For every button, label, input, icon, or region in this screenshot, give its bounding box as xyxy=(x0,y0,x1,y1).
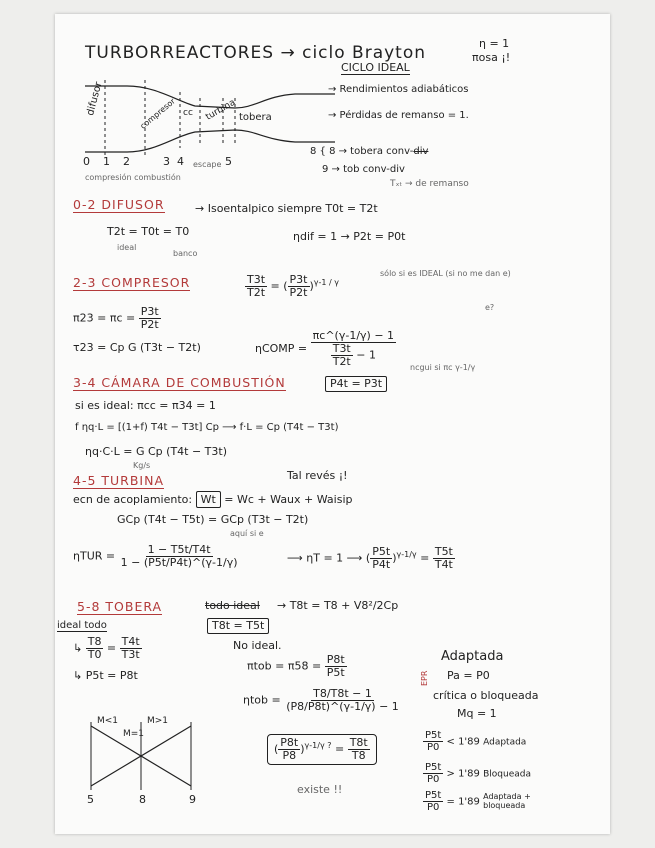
escape-label: escape xyxy=(193,160,222,169)
nozzle-station-8: 8 xyxy=(139,793,146,806)
station-3: 3 xyxy=(163,155,170,168)
remanso-note: Tₓₜ → de remanso xyxy=(390,179,469,189)
nozzle-ref-2: 9 → tob conv-div xyxy=(322,164,405,175)
station-5: 5 xyxy=(225,155,232,168)
nozzle-ref-1: 8 { 8 → tobera conv-div xyxy=(310,146,429,157)
adaptada-pa: Pa = P0 xyxy=(447,669,490,682)
difusor-ideal: ideal xyxy=(117,243,137,252)
nozzle-station-5: 5 xyxy=(87,793,94,806)
nozzle-m-gt1: M>1 xyxy=(147,716,169,726)
turbina-reves: Tal revés ¡! xyxy=(287,469,348,482)
notebook-page xyxy=(55,14,610,834)
tobera-r2: ↳ P5t = P8t xyxy=(73,669,138,682)
nozzle-m-eq1: M=1 xyxy=(123,729,145,739)
tobera-pitob: πtob = π58 = $\frac{P8t}{P5t}$ xyxy=(247,653,345,680)
station-2: 2 xyxy=(123,155,130,168)
critica-label: crítica o bloqueada xyxy=(433,689,539,702)
heading-turbina: 4-5 TURBINA xyxy=(73,473,165,488)
ideal-eta: η = 1 xyxy=(479,37,510,50)
compresor-note-e: e? xyxy=(485,303,495,312)
heading-camara: 3-4 CÁMARA DE COMBUSTIÓN xyxy=(73,375,286,390)
epr-label: EPR xyxy=(420,670,429,686)
tobera-r1: ↳ $\frac{T8}{T0}$ = $\frac{T4t}{T3t}$ xyxy=(73,635,140,662)
compresor-tau: τ23 = Cp G (T3t − T2t) xyxy=(73,341,201,354)
difusor-eta: ηdif = 1 → P2t = P0t xyxy=(293,230,406,243)
bullet-perdidas: → Pérdidas de remanso = 1. xyxy=(328,110,469,121)
adaptada-row-2: $\frac{P5t}{P0}$ > 1'89 Bloqueada xyxy=(425,762,531,785)
tobera-bottom-eq: ( $\frac{P8t}{P8}$ )$^{\gamma-1/\gamma ?}$ = $\frac{T8t}{T8}$ xyxy=(267,734,377,765)
tobera-eta: ηtob = $\frac{T8/T8t - 1}{(P8/P8t)\^{}(\gamma-1/\gamma) - 1}$ xyxy=(243,687,399,714)
nozzle-m-lt1: M<1 xyxy=(97,716,119,726)
camara-eq2: ηq·C·L = G Cp (T4t − T3t) xyxy=(85,445,228,458)
tobera-todo-ideal: todo ideal xyxy=(205,599,260,612)
tobera-noideal: No ideal. xyxy=(233,639,282,652)
compresor-pi: π23 = πc = $\frac{P3t}{P2t}$ xyxy=(73,305,159,332)
adaptada-m: Mq = 1 xyxy=(457,707,497,720)
tobera-existe: existe !! xyxy=(297,783,343,796)
camara-box: P4t = P3t xyxy=(325,376,387,392)
turbina-aqui: aquí si e xyxy=(230,529,264,538)
turbina-eq: GCp (T4t − T5t) = GCp (T3t − T2t) xyxy=(117,513,309,526)
label-turbina: turbina xyxy=(204,97,238,123)
compresor-note: sólo si es IDEAL (si no me dan e) xyxy=(380,269,511,278)
camara-eq1: f ηq·L = [(1+f) T4t − T3t] Cp ⟶ f·L = Cp (T4t − T3t) xyxy=(75,422,339,433)
compresor-eta: ηCOMP = πc^(γ-1/γ) − 1 $\frac{T3t}{T2t}$ − 1 xyxy=(255,329,395,369)
isoentalpico: → Isoentalpico siempre T0t = T2t xyxy=(195,202,378,215)
station-4: 4 xyxy=(177,155,184,168)
ideal-pi: πosa ¡! xyxy=(472,51,511,64)
label-tobera: tobera xyxy=(239,112,272,123)
zones-label: compresión combustión xyxy=(85,173,181,182)
compresor-eta-note: ncgui si πc γ-1/γ xyxy=(410,363,476,372)
heading-difusor: 0-2 DIFUSOR xyxy=(73,197,165,212)
station-1: 1 xyxy=(103,155,110,168)
label-cc: cc xyxy=(183,108,193,118)
bullet-rendimientos: → Rendimientos adiabáticos xyxy=(328,84,469,95)
turbina-acopl: ecn de acoplamiento: Wt = Wc + Waux + Waisip xyxy=(73,493,353,506)
adaptada-row-3: $\frac{P5t}{P0}$ = 1'89 Adaptada + bloqueada xyxy=(425,790,531,813)
label-compresor: compresor xyxy=(138,96,177,131)
label-difusor: difusor xyxy=(85,80,105,117)
ciclo-ideal-heading: CICLO IDEAL xyxy=(341,61,410,74)
camara-ideal: si es ideal: πcc = π34 = 1 xyxy=(75,399,216,412)
compresor-ratio: $\frac{T3t}{T2t}$ = ( $\frac{P3t}{P2t}$ )$^{\gamma-1 / \gamma}$ xyxy=(247,273,340,300)
page-title: TURBORREACTORES → ciclo Brayton xyxy=(85,43,427,63)
station-0: 0 xyxy=(83,155,90,168)
tobera-box: T8t = T5t xyxy=(207,618,269,634)
turbina-units: Kg/s xyxy=(133,461,151,470)
difusor-eq: T2t = T0t = T0 xyxy=(107,225,190,238)
turbina-eta: ηTUR = $\frac{1 - T5t/T4t}{1 - (P5t/P4t)\^{}(\gamma-1/\gamma)}$ xyxy=(73,543,238,570)
tobera-eq-top: → T8t = T8 + V8²/2Cp xyxy=(277,599,399,612)
heading-tobera: 5-8 TOBERA xyxy=(77,599,163,614)
adaptada-row-1: $\frac{P5t}{P0}$ < 1'89 Adaptada xyxy=(425,730,527,753)
heading-compresor: 2-3 COMPRESOR xyxy=(73,275,191,290)
tobera-ideal-todo: ideal todo xyxy=(57,620,107,631)
difusor-banco: banco xyxy=(173,249,198,258)
adaptada-heading: Adaptada xyxy=(441,649,504,664)
turbina-ratio: ⟶ ηT = 1 ⟶ ( $\frac{P5t}{P4t}$ )$^{\gamma-1/\gamma}$ = $\frac{T5t}{T4t}$ xyxy=(287,545,453,572)
nozzle-station-9: 9 xyxy=(189,793,196,806)
